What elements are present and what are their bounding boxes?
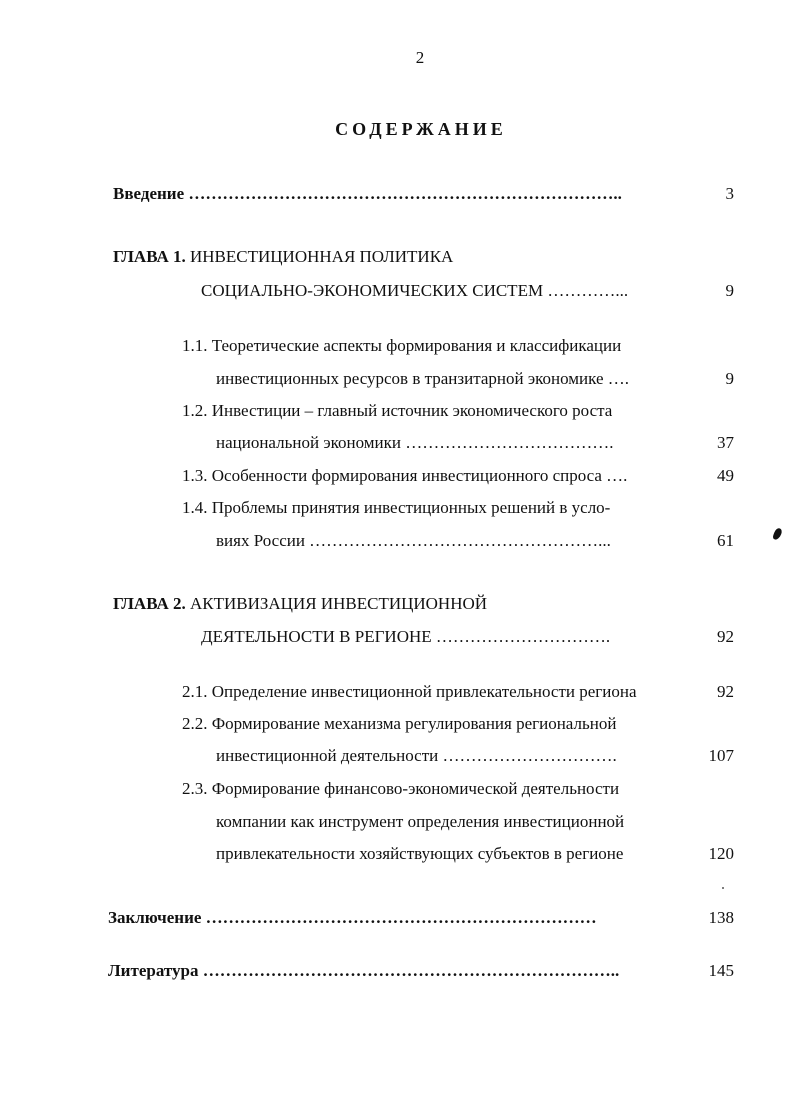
section-1-1-line-2[interactable]: инвестиционных ресурсов в транзитарной экономике …. bbox=[216, 369, 630, 388]
toc-section-1-1[interactable] bbox=[182, 336, 621, 356]
section-1-2-line-2[interactable]: национальной экономики ………………………………. bbox=[216, 433, 614, 452]
toc-section-1-4[interactable] bbox=[182, 498, 610, 518]
section-1-4-line-1: Проблемы принятия инвестиционных решений в усло- bbox=[211, 498, 611, 517]
section-2-3-line-3[interactable]: привлекательности хозяйствующих субъектов в регионе bbox=[216, 844, 624, 863]
toc-references[interactable]: Литература ……………………………………………………………….. bbox=[108, 961, 620, 980]
scan-speck bbox=[722, 887, 724, 889]
chapter-2-title-line-1: АКТИВИЗАЦИЯ ИНВЕСТИЦИОННОЙ bbox=[190, 594, 488, 613]
chapter-2-label: ГЛАВА 2. bbox=[113, 594, 186, 613]
section-1-1-label: 1.1. bbox=[182, 336, 208, 355]
section-2-2-line-1: Формирование механизма регулирования региональной bbox=[211, 714, 617, 733]
section-2-1-label: 2.1. bbox=[182, 682, 208, 701]
toc-section-2-3-page: 120 bbox=[708, 844, 734, 863]
toc-chapter-2-page: 92 bbox=[717, 627, 734, 646]
toc-intro-page: 3 bbox=[725, 184, 734, 203]
section-2-2-label: 2.2. bbox=[182, 714, 208, 733]
section-1-4-line-2[interactable]: виях России ……………………………………………... bbox=[216, 531, 611, 550]
section-1-2-label: 1.2. bbox=[182, 401, 208, 420]
chapter-1-title-line-2[interactable]: СОЦИАЛЬНО-ЭКОНОМИЧЕСКИХ СИСТЕМ …………... bbox=[201, 281, 629, 300]
toc-section-2-2[interactable] bbox=[182, 714, 616, 734]
contents-heading: СОДЕРЖАНИЕ bbox=[335, 119, 507, 139]
toc-conclusion[interactable]: Заключение …………………………………………………………… bbox=[108, 908, 597, 927]
page-number: 2 bbox=[415, 48, 425, 67]
section-2-2-line-2[interactable]: инвестиционной деятельности …………………………. bbox=[216, 746, 617, 765]
section-1-4-label: 1.4. bbox=[182, 498, 208, 517]
toc-intro[interactable]: Введение ………………………………………………………………….. bbox=[113, 184, 622, 203]
toc-section-2-1-page: 92 bbox=[717, 682, 734, 701]
toc-section-1-4-page: 61 bbox=[717, 531, 734, 550]
toc-references-page: 145 bbox=[708, 961, 734, 980]
toc-chapter-2[interactable] bbox=[113, 594, 487, 614]
section-1-3-label: 1.3. bbox=[182, 466, 208, 485]
ink-mark bbox=[772, 527, 783, 541]
chapter-1-title-line-1: ИНВЕСТИЦИОННАЯ ПОЛИТИКА bbox=[190, 247, 454, 266]
section-1-2-line-1: Инвестиции – главный источник экономического роста bbox=[211, 401, 613, 420]
section-2-3-line-1: Формирование финансово-экономической деятельности bbox=[211, 779, 620, 798]
toc-section-1-2[interactable] bbox=[182, 401, 612, 421]
toc-section-2-3[interactable] bbox=[182, 779, 619, 799]
section-1-3-line-1: Особенности формирования инвестиционного спроса …. bbox=[211, 466, 628, 485]
section-1-1-line-1: Теоретические аспекты формирования и классификации bbox=[211, 336, 622, 355]
section-2-1-line-1: Определение инвестиционной привлекательности региона bbox=[211, 682, 637, 701]
section-2-3-label: 2.3. bbox=[182, 779, 208, 798]
toc-section-2-2-page: 107 bbox=[708, 746, 734, 765]
section-2-3-line-2[interactable]: компании как инструмент определения инвестиционной bbox=[216, 812, 625, 831]
toc-chapter-1[interactable] bbox=[113, 247, 453, 267]
chapter-2-title-line-2[interactable]: ДЕЯТЕЛЬНОСТИ В РЕГИОНЕ …………………………. bbox=[201, 627, 611, 646]
toc-section-1-3-page: 49 bbox=[717, 466, 734, 485]
toc-chapter-1-page: 9 bbox=[725, 281, 734, 300]
toc-conclusion-page: 138 bbox=[708, 908, 734, 927]
toc-section-1-1-page: 9 bbox=[725, 369, 734, 388]
chapter-1-label: ГЛАВА 1. bbox=[113, 247, 186, 266]
toc-section-1-3[interactable] bbox=[182, 466, 627, 486]
toc-section-2-1[interactable] bbox=[182, 682, 637, 702]
toc-section-1-2-page: 37 bbox=[717, 433, 734, 452]
